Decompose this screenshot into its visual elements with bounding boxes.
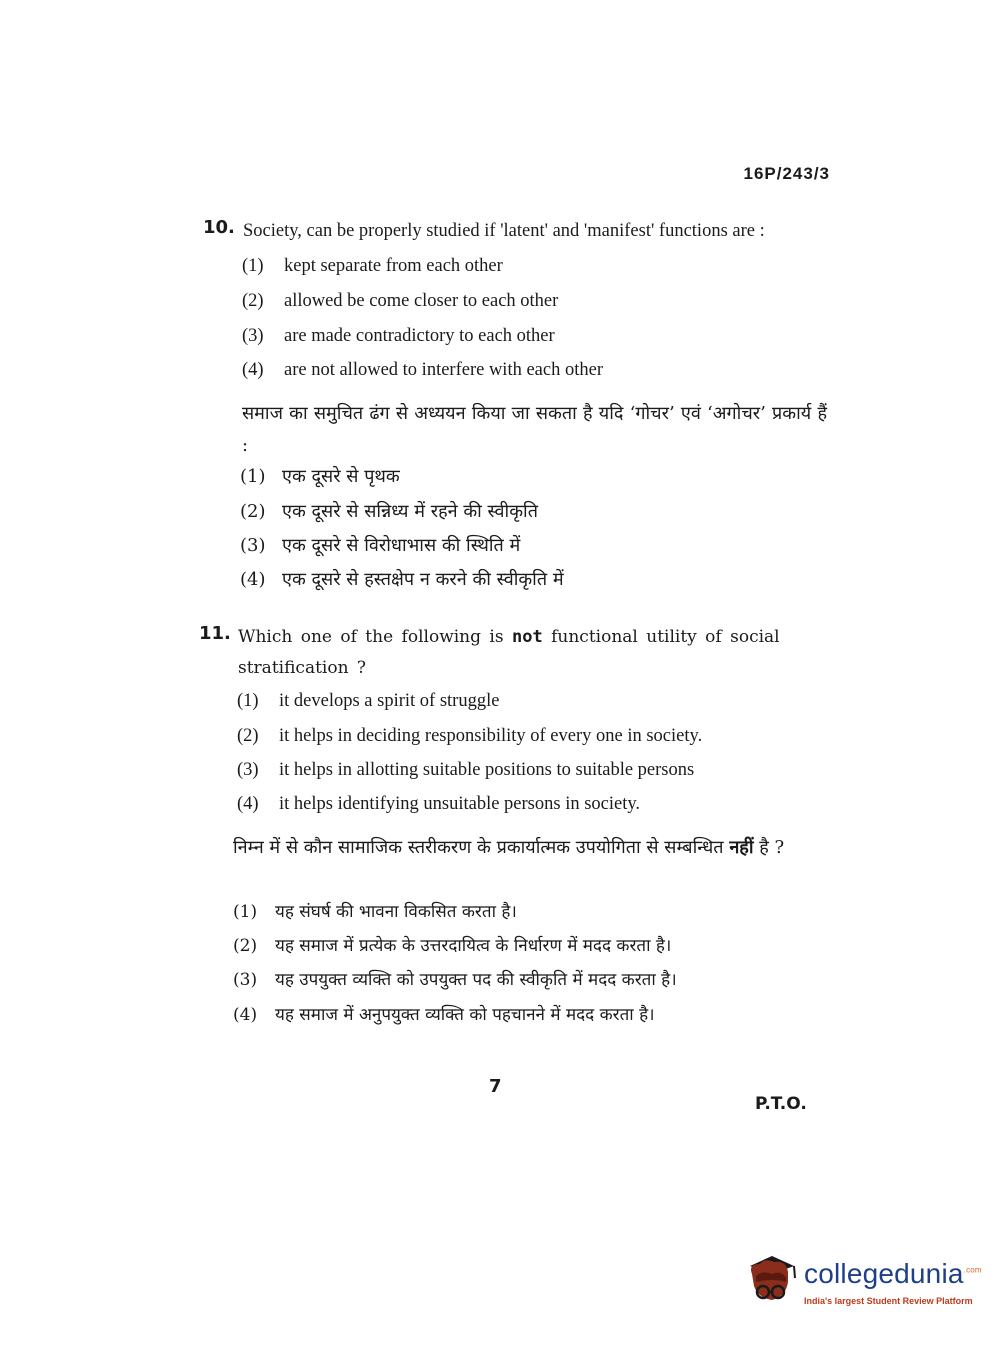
emphasis-nahin: नहीं (729, 837, 754, 858)
option-hindi: (1) यह संघर्ष की भावना विकसित करता है। (233, 902, 517, 922)
question-text-hindi: निम्न में से कौन सामाजिक स्तरीकरण के प्रकार्यात्मक उपयोगिता से सम्बन्धित नहीं है ? (233, 837, 785, 858)
option-english: (4) it helps identifying unsuitable persons in society. (237, 794, 641, 814)
option-english: (1) kept separate from each other (242, 256, 503, 276)
emphasis-not: not (511, 627, 543, 647)
paper-code: 16P/243/3 (743, 164, 830, 183)
question-text-hindi: समाज का समुचित ढंग से अध्ययन किया जा सकता है यदि ‘गोचर’ एवं ‘अगोचर’ प्रकार्य हैं : (242, 403, 827, 456)
option-hindi: (2) यह समाज में प्रत्येक के उत्तरदायित्व के निर्धारण में मदद करता है। (233, 936, 672, 956)
page-number: 7 (489, 1076, 502, 1097)
brand-tagline: India's largest Student Review Platform (804, 1296, 973, 1306)
question-text-english: Which one of the following is not functional utility of social stratification ? (238, 627, 780, 678)
option-hindi: (2) एक दूसरे से सन्निध्य में रहने की स्वीकृति (240, 501, 538, 522)
question-number: 11. (199, 623, 231, 644)
option-hindi: (1) एक दूसरे से पृथक (240, 466, 400, 487)
option-english: (2) it helps in deciding responsibility of every one in society. (237, 726, 703, 746)
question-number: 10. (203, 217, 235, 238)
option-hindi: (3) एक दूसरे से विरोधाभास की स्थिति में (240, 535, 521, 556)
option-english: (2) allowed be come closer to each other (242, 291, 559, 311)
option-hindi: (4) एक दूसरे से हस्तक्षेप न करने की स्वीकृति में (240, 569, 564, 590)
option-english: (4) are not allowed to interfere with each other (242, 360, 603, 380)
option-english: (1) it develops a spirit of struggle (237, 691, 500, 711)
option-hindi: (4) यह समाज में अनुपयुक्त व्यक्ति को पहचानने में मदद करता है। (233, 1005, 655, 1025)
option-english: (3) are made contradictory to each other (242, 326, 555, 346)
option-hindi: (3) यह उपयुक्त व्यक्ति को उपयुक्त पद की स्वीकृति में मदद करता है। (233, 970, 677, 990)
option-english: (3) it helps in allotting suitable positions to suitable persons (237, 760, 695, 780)
pto-label: P.T.O. (755, 1094, 807, 1114)
question-text-english: Society, can be properly studied if 'latent' and 'manifest' functions are : (243, 221, 765, 241)
student-mascot-icon (742, 1252, 802, 1312)
collegedunia-logo (742, 1250, 982, 1312)
brand-name: collegedunia$^{.com}$ (804, 1258, 982, 1289)
